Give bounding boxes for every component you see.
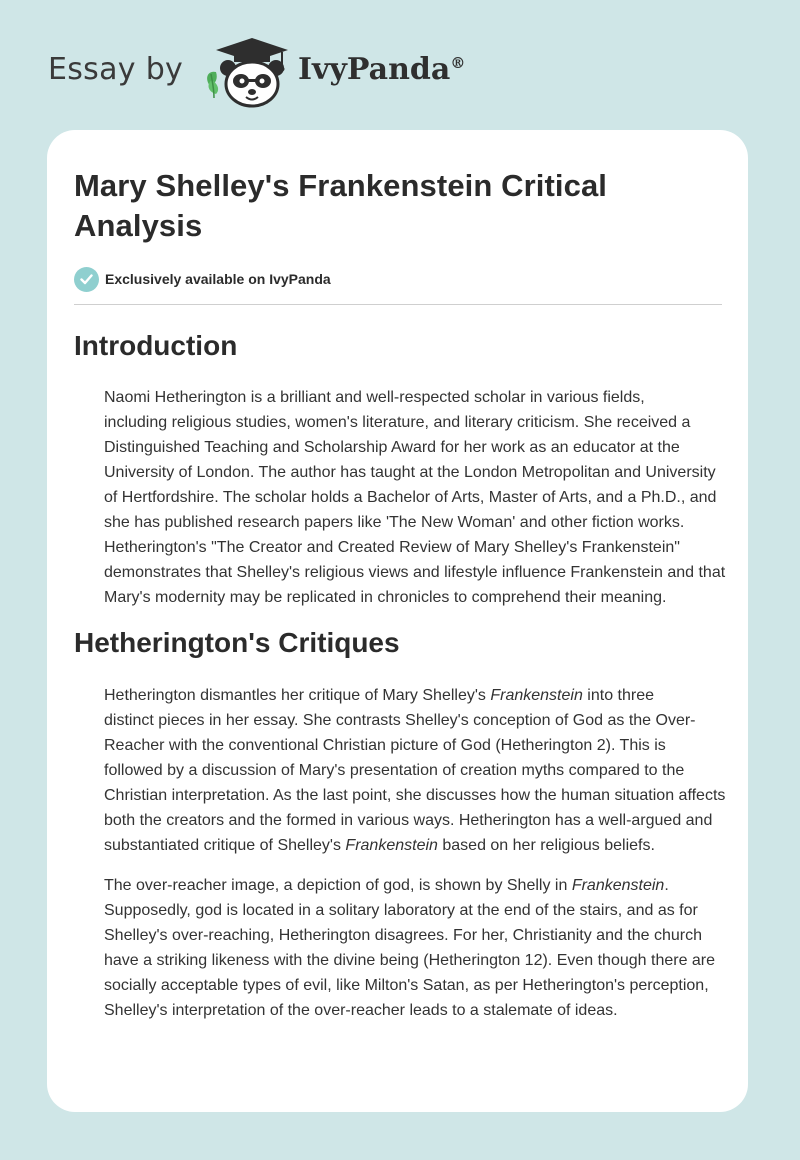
paragraph xyxy=(74,683,726,858)
text-line: Reacher with the conventional Christian picture of God (Hetherington 2). This is xyxy=(104,737,666,754)
text-line: Shelley's over-reaching, Hetherington disagrees. For her, Christianity and the church xyxy=(104,927,703,944)
text-line: followed by a discussion of Mary's presentation of creation myths compared to the xyxy=(104,762,685,779)
text-line: Supposedly, god is located in a solitary laboratory at the end of the stairs, and as for xyxy=(104,902,698,919)
page-title xyxy=(74,166,722,246)
text-line: of Hertfordshire. The scholar holds a Bachelor of Arts, Master of Arts, and a Ph.D., and xyxy=(104,489,717,506)
essay-card xyxy=(47,130,748,1112)
text-line: she has published research papers like 'The New Woman' and other fiction works. xyxy=(104,514,685,531)
exclusive-label: Exclusively available on IvyPanda xyxy=(105,271,331,287)
text-line: substantiated critique of Shelley's Frankenstein based on her religious beliefs. xyxy=(104,837,655,854)
text-line: University of London. The author has taught at the London Metropolitan and University xyxy=(104,464,716,481)
registered-mark: ® xyxy=(450,54,466,72)
title-line: Analysis xyxy=(74,208,203,243)
text-line: both the creators and the formed in various ways. Hetherington has a well-argued and xyxy=(104,812,713,829)
text-line: Hetherington's "The Creator and Created Review of Mary Shelley's Frankenstein" xyxy=(104,539,680,556)
text-line: Naomi Hetherington is a brilliant and well-respected scholar in various fields, xyxy=(104,389,645,406)
text-line: Christian interpretation. As the last point, she discusses how the human situation affects xyxy=(104,787,726,804)
book-title: Frankenstein xyxy=(345,837,438,854)
text-line: Distinguished Teaching and Scholarship Award for her work as an educator at the xyxy=(104,439,680,456)
text-line: demonstrates that Shelley's religious views and lifestyle influence Frankenstein and that xyxy=(104,564,726,581)
text-line: Hetherington dismantles her critique of Mary Shelley's Frankenstein into three xyxy=(104,687,654,704)
book-title: Frankenstein xyxy=(571,877,665,894)
title-line: Mary Shelley's Frankenstein Critical xyxy=(74,168,608,203)
panda-graduate-icon xyxy=(202,34,292,110)
section-heading: Hetherington's Critiques xyxy=(74,627,400,658)
paragraph xyxy=(74,385,726,610)
section-heading: Introduction xyxy=(74,330,238,361)
divider xyxy=(74,304,722,305)
brand-prefix: Essay by xyxy=(48,52,184,87)
text-line: The over-reacher image, a depiction of god, is shown by Shelly in Frankenstein. xyxy=(104,877,669,894)
text-line: have a striking likeness with the divine being (Hetherington 12). Even though there are xyxy=(104,952,716,969)
check-icon xyxy=(74,267,99,292)
book-title: Frankenstein xyxy=(490,687,583,704)
text-line: Mary's modernity may be replicated in chronicles to comprehend their meaning. xyxy=(104,589,667,606)
brand-header xyxy=(48,34,568,110)
text-line: distinct pieces in her essay. She contrasts Shelley's conception of God as the Over- xyxy=(104,712,696,729)
exclusive-badge xyxy=(74,266,722,292)
paragraph xyxy=(74,873,722,1023)
text-line: Shelley's interpretation of the over-reacher leads to a stalemate of ideas. xyxy=(104,1002,618,1019)
text-line: socially acceptable types of evil, like Milton's Satan, as per Hetherington's perception, xyxy=(104,977,709,994)
text-line: including religious studies, women's literature, and literary criticism. She received a xyxy=(104,414,691,431)
brand-name: IvyPanda® xyxy=(298,52,466,87)
